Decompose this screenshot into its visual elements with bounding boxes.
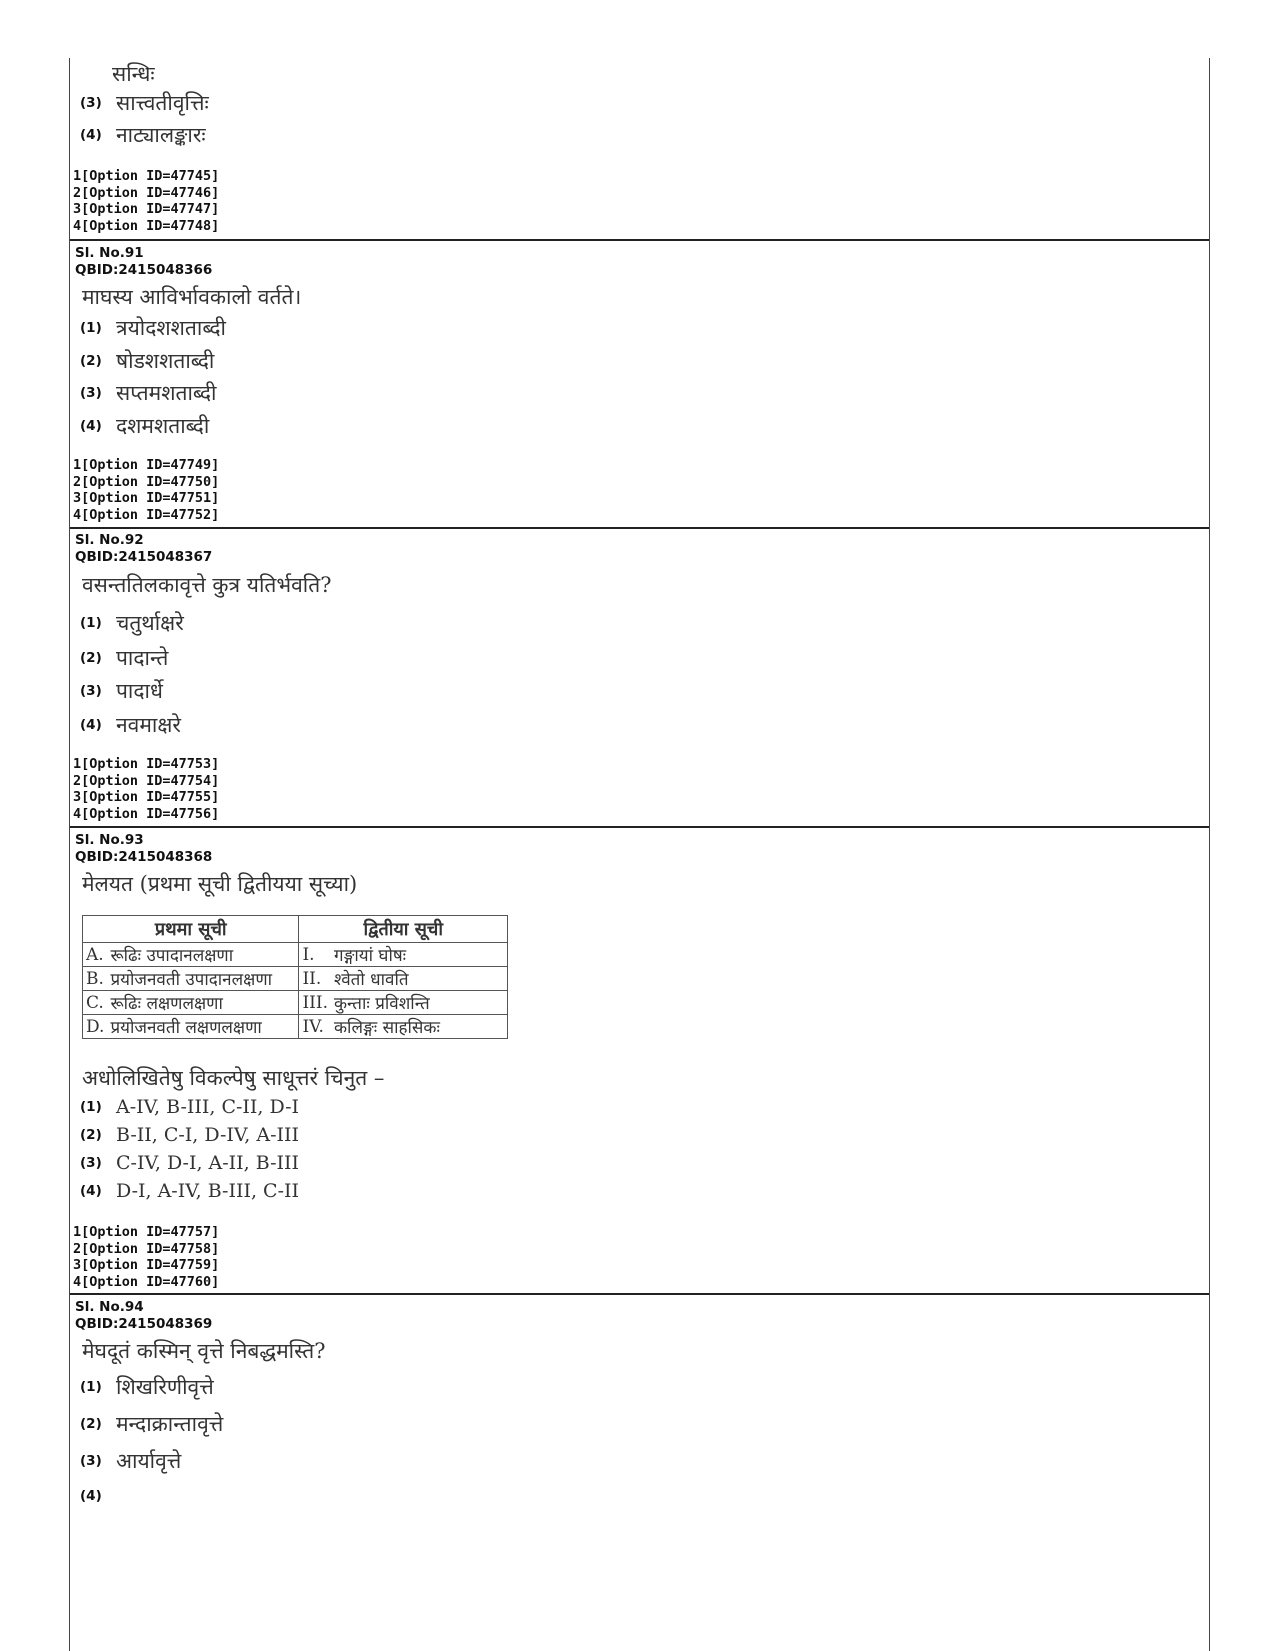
serial-number: Sl. No.92 bbox=[75, 532, 144, 548]
option-id: 4[Option ID=47756] bbox=[73, 805, 220, 822]
option-number: (3) bbox=[80, 1155, 102, 1171]
option-number: (3) bbox=[80, 385, 102, 401]
option-id: 2[Option ID=47750] bbox=[73, 473, 220, 490]
option-2[interactable] bbox=[80, 1120, 299, 1150]
option-id: 3[Option ID=47755] bbox=[73, 789, 220, 805]
option-text: D-I, A-IV, B-III, C-II bbox=[116, 1180, 300, 1202]
question-separator bbox=[70, 1293, 1209, 1295]
option-1[interactable] bbox=[80, 1092, 299, 1122]
option-4[interactable] bbox=[80, 1481, 116, 1511]
option-number: (4) bbox=[80, 1183, 102, 1199]
question-text: माघस्य आविर्भावकालो वर्तते। bbox=[82, 285, 302, 309]
question-header bbox=[75, 1299, 212, 1333]
option-4[interactable] bbox=[80, 120, 206, 150]
option-number: (2) bbox=[80, 353, 102, 369]
question-separator bbox=[70, 527, 1209, 529]
matching-table bbox=[82, 915, 508, 1039]
option-text: षोडशशताब्दी bbox=[116, 349, 215, 373]
row-letter: B. bbox=[83, 967, 108, 991]
option-number: (2) bbox=[80, 650, 102, 666]
option-id: 1[Option ID=47757] bbox=[73, 1224, 220, 1240]
instruction-text: अधोलिखितेषु विकल्पेषु साधूत्तरं चिनुत – bbox=[82, 1066, 385, 1090]
table-row bbox=[83, 967, 508, 991]
option-id-list bbox=[73, 457, 219, 523]
table-header-list-2: द्वितीया सूची bbox=[299, 916, 508, 943]
option-text: मन्दाक्रान्तावृत्ते bbox=[116, 1412, 224, 1436]
option-3[interactable] bbox=[80, 88, 209, 118]
table-row bbox=[83, 991, 508, 1015]
option-id: 3[Option ID=47751] bbox=[73, 490, 220, 506]
option-id-list bbox=[73, 168, 219, 234]
serial-number: Sl. No.91 bbox=[75, 245, 144, 261]
option-number: (2) bbox=[80, 1416, 102, 1432]
serial-number: Sl. No.94 bbox=[75, 1299, 144, 1315]
option-text: दशमशताब्दी bbox=[116, 414, 210, 438]
option-2[interactable] bbox=[80, 643, 168, 673]
option-number: (3) bbox=[80, 1453, 102, 1469]
option-text: नवमाक्षरे bbox=[116, 713, 181, 737]
option-number: (1) bbox=[80, 1099, 102, 1115]
option-id: 1[Option ID=47745] bbox=[73, 168, 220, 184]
option-text: आर्यावृत्ते bbox=[116, 1449, 182, 1473]
option-text: C-IV, D-I, A-II, B-III bbox=[116, 1152, 300, 1174]
row-numeral: I. bbox=[299, 943, 331, 967]
option-text: पादान्ते bbox=[116, 646, 169, 670]
option-3[interactable] bbox=[80, 378, 216, 408]
option-2[interactable] bbox=[80, 1409, 223, 1439]
option-number: (4) bbox=[80, 717, 102, 733]
option-number: (1) bbox=[80, 615, 102, 631]
row-left-text: प्रयोजनवती लक्षणलक्षणा bbox=[107, 1015, 299, 1039]
question-header bbox=[75, 532, 212, 566]
option-3[interactable] bbox=[80, 1446, 181, 1476]
option-number: (1) bbox=[80, 1379, 102, 1395]
option-text: B-II, C-I, D-IV, A-III bbox=[116, 1124, 300, 1146]
option-number: (1) bbox=[80, 320, 102, 336]
option-id: 2[Option ID=47746] bbox=[73, 184, 220, 201]
option-4[interactable] bbox=[80, 710, 181, 740]
question-text: मेलयत (प्रथमा सूची द्वितीयया सूच्या) bbox=[82, 872, 358, 896]
qbid: QBID:2415048367 bbox=[75, 549, 213, 565]
option-4[interactable] bbox=[80, 1176, 299, 1206]
row-letter: D. bbox=[83, 1015, 108, 1039]
option-text: शिखरिणीवृत्ते bbox=[116, 1375, 214, 1399]
option-number: (3) bbox=[80, 95, 102, 111]
serial-number: Sl. No.93 bbox=[75, 832, 144, 848]
option-id: 2[Option ID=47754] bbox=[73, 772, 220, 789]
row-left-text: प्रयोजनवती उपादानलक्षणा bbox=[107, 967, 299, 991]
row-right-text: कुन्ताः प्रविशन्ति bbox=[331, 991, 508, 1015]
option-1[interactable] bbox=[80, 1372, 214, 1402]
qbid: QBID:2415048366 bbox=[75, 262, 213, 278]
option-number: (3) bbox=[80, 683, 102, 699]
option-id: 1[Option ID=47749] bbox=[73, 457, 220, 473]
row-numeral: III. bbox=[299, 991, 331, 1015]
option-text: नाट्यालङ्कारः bbox=[116, 123, 206, 147]
question-text: मेघदूतं कस्मिन् वृत्ते निबद्धमस्ति? bbox=[82, 1339, 326, 1363]
question-header bbox=[75, 832, 212, 866]
question-continuation: सन्धिः bbox=[112, 62, 155, 86]
qbid: QBID:2415048368 bbox=[75, 849, 213, 865]
row-right-text: श्वेतो धावति bbox=[331, 967, 508, 991]
question-paper-frame bbox=[69, 58, 1210, 1651]
option-text: सात्त्वतीवृत्तिः bbox=[116, 91, 209, 115]
option-4[interactable] bbox=[80, 411, 209, 441]
option-number: (4) bbox=[80, 127, 102, 143]
row-numeral: II. bbox=[299, 967, 331, 991]
option-number: (4) bbox=[80, 418, 102, 434]
option-id: 1[Option ID=47753] bbox=[73, 756, 220, 772]
option-id: 3[Option ID=47759] bbox=[73, 1257, 220, 1273]
question-header bbox=[75, 245, 212, 279]
table-row bbox=[83, 1015, 508, 1039]
option-2[interactable] bbox=[80, 346, 214, 376]
option-text: पादार्धे bbox=[116, 679, 163, 703]
question-text: वसन्ततिलकावृत्ते कुत्र यतिर्भवति? bbox=[82, 573, 332, 597]
option-id: 2[Option ID=47758] bbox=[73, 1240, 220, 1257]
row-right-text: कलिङ्गः साहसिकः bbox=[331, 1015, 508, 1039]
row-letter: C. bbox=[83, 991, 108, 1015]
option-1[interactable] bbox=[80, 608, 184, 638]
option-3[interactable] bbox=[80, 676, 163, 706]
option-id-list bbox=[73, 756, 219, 822]
option-number: (4) bbox=[80, 1488, 102, 1504]
row-left-text: रूढिः उपादानलक्षणा bbox=[107, 943, 299, 967]
table-header-list-1: प्रथमा सूची bbox=[83, 916, 299, 943]
option-text: चतुर्थाक्षरे bbox=[116, 611, 184, 635]
table-row bbox=[83, 943, 508, 967]
row-right-text: गङ्गायां घोषः bbox=[331, 943, 508, 967]
question-separator bbox=[70, 826, 1209, 828]
row-letter: A. bbox=[83, 943, 108, 967]
option-text: सप्तमशताब्दी bbox=[116, 381, 217, 405]
option-id: 4[Option ID=47760] bbox=[73, 1273, 220, 1290]
option-id: 4[Option ID=47752] bbox=[73, 506, 220, 523]
option-id: 3[Option ID=47747] bbox=[73, 201, 220, 217]
option-number: (2) bbox=[80, 1127, 102, 1143]
row-left-text: रूढिः लक्षणलक्षणा bbox=[107, 991, 299, 1015]
option-3[interactable] bbox=[80, 1148, 299, 1178]
option-text: A-IV, B-III, C-II, D-I bbox=[116, 1096, 300, 1118]
option-1[interactable] bbox=[80, 313, 226, 343]
option-text: त्रयोदशशताब्दी bbox=[116, 316, 226, 340]
question-separator bbox=[70, 239, 1209, 241]
qbid: QBID:2415048369 bbox=[75, 1316, 213, 1332]
option-id: 4[Option ID=47748] bbox=[73, 217, 220, 234]
row-numeral: IV. bbox=[299, 1015, 331, 1039]
option-id-list bbox=[73, 1224, 219, 1290]
